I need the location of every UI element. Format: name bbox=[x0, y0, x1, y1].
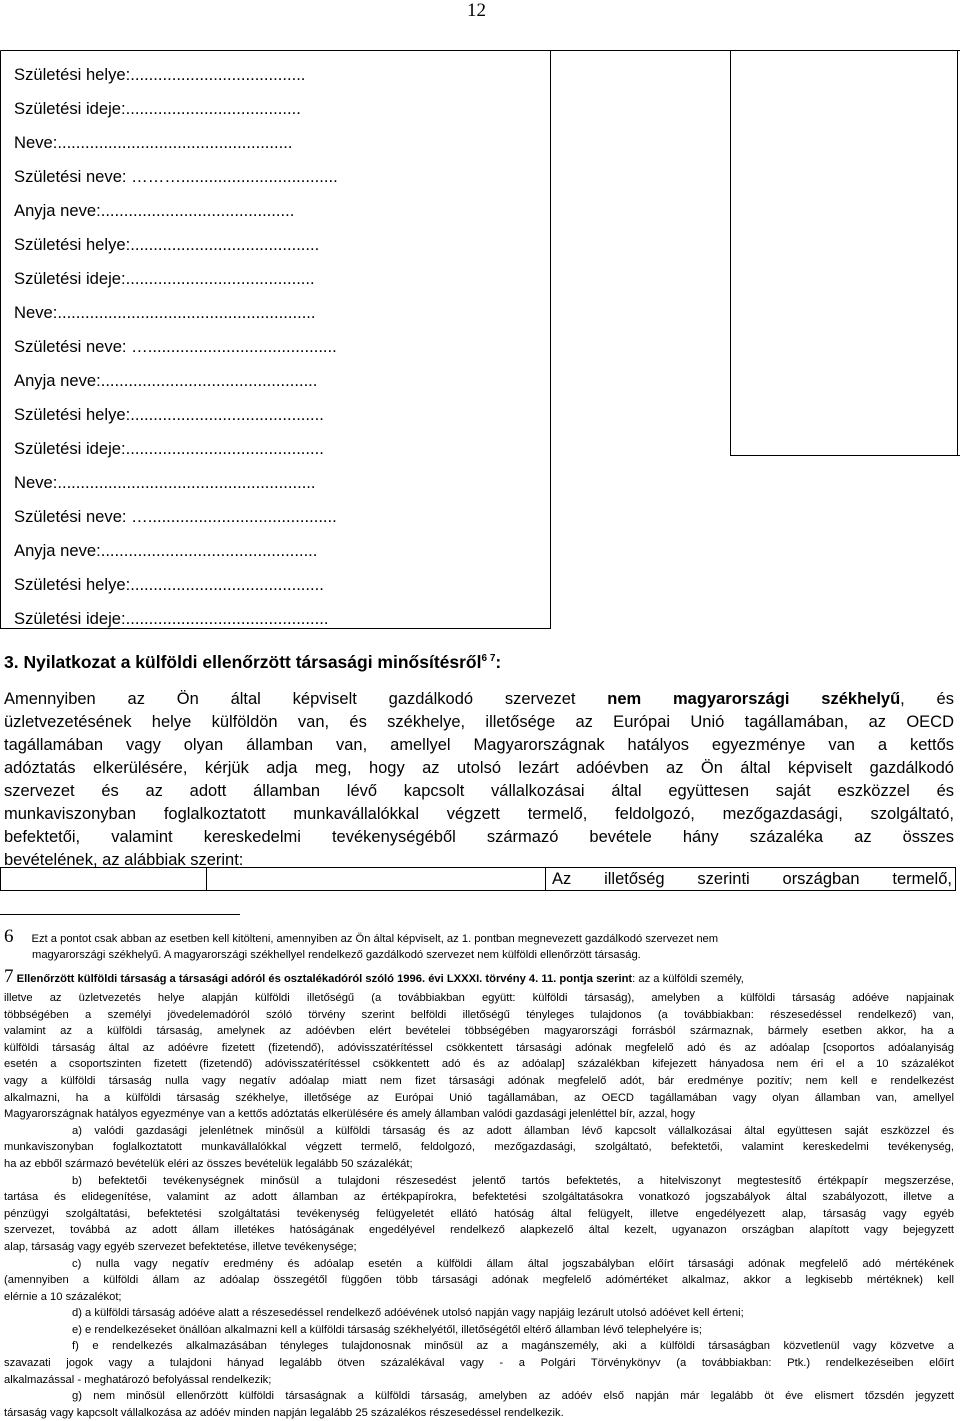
item-c-line: elérnie a 10 százalékot; bbox=[4, 1290, 122, 1303]
footnote-7-rest: : az a külföldi személy, bbox=[632, 973, 744, 985]
field-mother-name: Anyja neve:............................................... bbox=[14, 371, 318, 390]
fn7-line: külföldi társaság által az adóévre fizetett (fizetendő), adóvisszatérítéssel csökkentett társasági adónak megfelelő adó és az adóalap [csoportos adóalanyiság bbox=[4, 1041, 954, 1054]
footnote-7-body bbox=[4, 990, 954, 1421]
para-line: bevételének, az alábbiak szerint: bbox=[4, 851, 244, 869]
field-name: Neve:................................................... bbox=[14, 133, 293, 152]
field-name: Neve:........................................................ bbox=[14, 473, 316, 492]
footnote-6-line-2: magyarországi székhelyű. A magyarországi székhellyel rendelkező gazdálkodó szervezet nem külföldi ellenőrzött társaság. bbox=[32, 949, 641, 961]
para-line: tagállamában vagy olyan államban van, amellyel Magyarországnak hatályos egyezménye van a kettős bbox=[4, 736, 954, 754]
fn7-line: Magyarországnak hatályos egyezménye van a kettős adóztatás elkerülésére és amely államban valódi gazdasági jelenléttel bír, azzal, hogy bbox=[4, 1108, 695, 1121]
field-birthdate: Születési ideje:............................................ bbox=[14, 609, 329, 628]
heading-colon: : bbox=[495, 652, 502, 672]
field-birthdate: Születési ideje:......................................... bbox=[14, 269, 315, 288]
item-f-line: szavazati jogok vagy a tulajdoni hányad legalább ötven százalékával vagy - a Polgári Törvénykönyv (a továbbiakban: Ptk.) rendelkezéseiben előírt bbox=[4, 1357, 954, 1370]
item-b-line: szervezet, továbbá az adott állam illetékes hatóságának engedélyével rendelkező alapkezelő által kezelt, ugyanazon országban alapított vagy bejegyzett bbox=[4, 1224, 954, 1237]
heading-text: 3. Nyilatkozat a külföldi ellenőrzött társasági minősítésről bbox=[4, 652, 482, 672]
item-a-line: a) valódi gazdasági jelenlétnek minősül a külföldi társaság és az adott államban lévő kapcsolt vállalkozásai által együttesen saját eszközzel és bbox=[72, 1124, 954, 1137]
table-cell-producer: Az illetőség szerinti országban termelő, bbox=[552, 870, 952, 888]
item-b-line: tartása és elidegenítése, valamint az adott államban az értékpapírokra, befektetési szolgáltatásokra vonatkozó jogszabályok által szabályozott, illetve a bbox=[4, 1191, 954, 1204]
footnote-refs: 6 7 bbox=[481, 653, 496, 665]
field-birthdate: Születési ideje:...................................... bbox=[14, 99, 301, 118]
field-birth-name: Születési neve: …......................................... bbox=[14, 507, 337, 526]
field-birthplace: Születési helye:......................................... bbox=[14, 235, 320, 254]
section-3-heading bbox=[4, 652, 501, 673]
footnote-6 bbox=[4, 926, 719, 948]
section-3-paragraph bbox=[4, 688, 954, 872]
field-mother-name: Anyja neve:.......................................... bbox=[14, 201, 295, 220]
footnote-7-mark: 7 bbox=[4, 966, 14, 987]
item-f-line: alkalmazással - meghatározó befolyással rendelkezik; bbox=[4, 1373, 272, 1386]
item-c-line: (amennyiben a külföldi állam az adóalap összegétől függően több társasági adónak megfelelő adómértéket alkalmaz, akkor a legkisebb mértéknek) kell bbox=[4, 1274, 954, 1287]
field-birth-name: Születési neve: …......................................... bbox=[14, 337, 337, 356]
field-birthplace: Születési helye:.......................................... bbox=[14, 405, 324, 424]
footnote-separator bbox=[0, 914, 240, 915]
footnote-6-mark: 6 bbox=[4, 926, 14, 947]
para-line: munkaviszonyban foglalkoztatott munkavállalókkal végzett termelő, feldolgozó, mezőgazdasági, szolgáltató, bbox=[4, 805, 954, 823]
field-birthplace: Születési helye:...................................... bbox=[14, 65, 306, 84]
item-c-line: c) nulla vagy negatív eredmény és adóalap esetén a külföldi állam által jogszabályban előírt társasági adónak megfelelő adó mértékének bbox=[72, 1257, 954, 1270]
field-name: Neve:........................................................ bbox=[14, 303, 316, 322]
fn7-line: esetén a csoportszinten fizetett (fizetendő) adóvisszatérítéssel csökkentett adó és az adóalap] százalékban kifejezett hányadosa nem éri el a 10 százalékot bbox=[4, 1058, 954, 1071]
bold-phrase: nem magyarországi székhelyű bbox=[607, 690, 901, 708]
field-birthplace: Születési helye:.......................................... bbox=[14, 575, 324, 594]
item-f-line: f) e rendelkezés alkalmazásában tényleges tulajdonosnak minősül az a magánszemély, aki a külföldi társaságban közvetlenül vagy közvetve a bbox=[72, 1340, 954, 1353]
para-line: adóztatás elkerülésére, kérjük adja meg, hogy az utolsó lezárt adóévben az Ön által képviselt gazdálkodó bbox=[4, 759, 954, 777]
fn7-line: többségében a személyi jövedelemadóról szóló törvény szerint belföldi illetőségű tényleges tulajdonos (a továbbiakban: részesedéssel rendelkező) van, bbox=[4, 1008, 954, 1021]
para-line: befektetői, valamint kereskedelmi tevékenységéből származó bevétele hány százaléka az összes bbox=[4, 828, 954, 846]
fn7-line: alkalmazni, ha a külföldi társaság székhelye, illetősége az Európai Unió tagállamában, az OECD tagállamában vagy olyan államban van, amellyel bbox=[4, 1091, 954, 1104]
field-birthdate: Születési ideje:........................................... bbox=[14, 439, 324, 458]
para-line-1: Amennyiben az Ön által képviselt gazdálkodó szervezet nem magyarországi székhelyű, és bbox=[4, 690, 954, 708]
item-a-line: munkaviszonyban foglalkoztatott munkavállalókkal végzett termelő, feldolgozó, mezőgazdasági, szolgáltató, befektetői, valamint kereskedelmi tevékenység, bbox=[4, 1141, 954, 1154]
item-e-line: e) e rendelkezéseket önállóan alkalmazni kell a külföldi társaság székhelyétől, illetőségétől eltérő államban lévő telephelyére is; bbox=[72, 1323, 702, 1336]
item-b-line: b) befektetői tevékenységnek minősül a tulajdoni részesedést jelentő tartós befektetés, a hitelviszonyt megtestesítő értékpapír megszerzése, bbox=[72, 1174, 954, 1187]
fn7-line: vagy a külföldi társaság nulla vagy negatív adóalap miatt nem fizet társasági adónak megfelelő adót, bár eredménye pozitív; nem kell e rendelkezést bbox=[4, 1074, 954, 1087]
para-line: szervezet és az adott államban lévő kapcsolt vállalkozásai által együttesen saját eszközzel és bbox=[4, 782, 954, 800]
fn7-line: illetve az üzletvezetés helye alapján külföldi illetőségű (a továbbiakban együtt: külföldi társaság), amelyben a külföldi társaság adóéve napjainak bbox=[4, 992, 954, 1004]
field-mother-name: Anyja neve:............................................... bbox=[14, 541, 318, 560]
item-d-line: d) a külföldi társaság adóéve alatt a részesedéssel rendelkező adóévének utolsó napján vagy napjáig lezárult utolsó adóévet kell érteni; bbox=[72, 1307, 744, 1320]
footnote-7 bbox=[4, 966, 744, 988]
footnote-6-line-1: Ezt a pontot csak abban az esetben kell kitölteni, amennyiben az Ön által képviselt, az 1. pontban megnevezett gazdálkodó szervezet nem bbox=[31, 933, 719, 945]
item-b-line: pénzügyi szolgáltatási, befektetési szolgáltatási tevékenység felügyeletét ellátó hatóság által felügyelt, illetve engedélyezett alap, társaság vagy egyéb bbox=[4, 1207, 954, 1220]
field-birth-name: Születési neve: ……….................................. bbox=[14, 167, 338, 186]
fn7-line: valamint az a külföldi társaság, amelynek az adóévben elért bevételei többségében magyarországi forrásból származnak, bármely esetben akkor, ha a bbox=[4, 1025, 954, 1038]
item-g-line: társaság vagy kapcsolt vállalkozása az adóév minden napján legalább 25 százalékos részesedéssel rendelkezik. bbox=[4, 1406, 564, 1419]
item-g-line: g) nem minősül ellenőrzött külföldi társaságnak a külföldi társaság, amelyben az adóév első napján már legalább öt éve elismert tőzsdén jegyzett bbox=[72, 1390, 954, 1403]
item-b-line: alap, társaság vagy egyéb szervezet befektetése, illetve tevékenysége; bbox=[4, 1240, 357, 1253]
para-line: üzletvezetésének helye külföldön van, és székhelye, illetősége az Európai Unió tagállamában, az OECD bbox=[4, 713, 954, 731]
footnote-7-lead: Ellenőrzött külföldi társaság a társasági adóról és osztalékadóról szóló 1996. évi LXXXI. törvény 4. 11. pontja szerint bbox=[16, 973, 633, 985]
item-a-line: ha az ebből származó bevételük eléri az összes bevételük legalább 50 százalékát; bbox=[4, 1157, 413, 1170]
page-number: 12 bbox=[467, 0, 486, 21]
